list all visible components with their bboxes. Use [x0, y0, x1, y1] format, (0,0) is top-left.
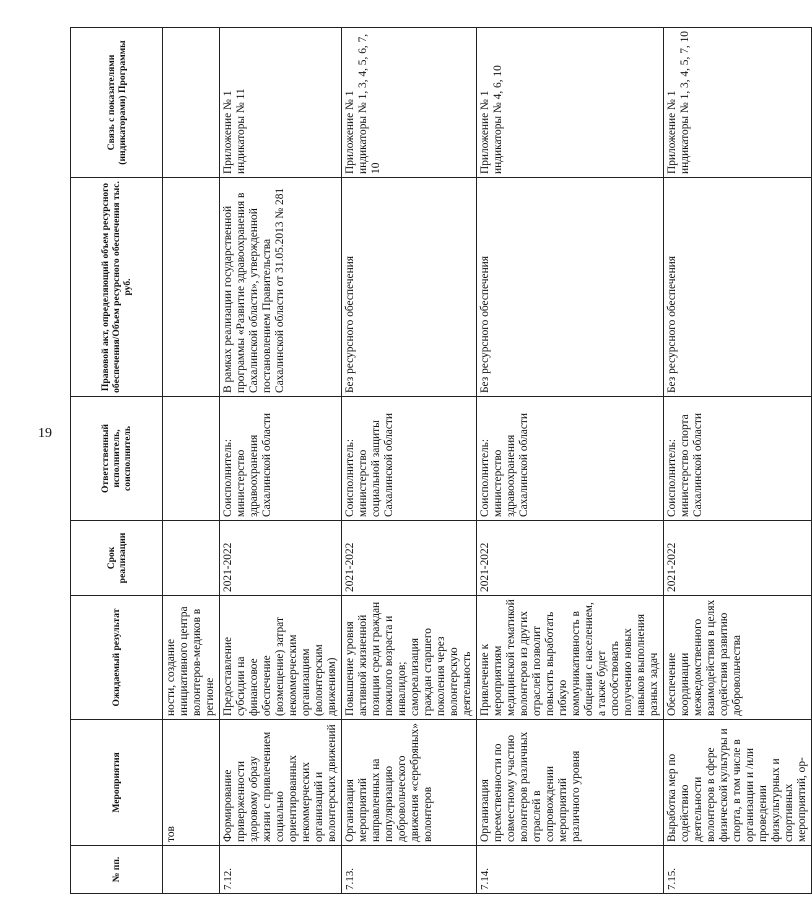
cell-num: 7.13.	[342, 846, 477, 894]
header-executor: Ответственный исполнитель, соисполнитель	[71, 397, 163, 521]
cell-indicators: Приложение № 1 индикаторы № 11	[220, 28, 342, 178]
cell-result: Повышение уровня активной жизненной позиции среди граждан пожилого возраста и инвалидов; самореализация граждан старшего поколения через волонтерскую деятельность	[342, 596, 477, 720]
cell-num: 7.15.	[664, 846, 812, 894]
header-term: Срок реализации	[71, 521, 163, 596]
cell-legal-act: Без ресурсного обеспечения	[342, 178, 477, 397]
table-row-continuation	[163, 28, 220, 894]
cell-indicators: Приложение № 1 индикаторы № 1, 3, 4, 5, 6, 7, 10	[342, 28, 477, 178]
header-num: № пп.	[71, 846, 163, 894]
header-result: Ожидаемый результат	[71, 596, 163, 720]
cell-legal-act: В рамках реализации государственной программы «Развитие здравоохранения в Сахалинской области», утвержденной постановлением Правительства Сахалинской области от 31.05.2013 № 281	[220, 178, 342, 397]
measures-table	[70, 27, 812, 894]
table-row	[342, 28, 477, 894]
cell-term	[163, 521, 220, 596]
page-number: 19	[38, 426, 52, 441]
header-legal-act: Правовой акт, определяющий объем ресурсного обеспечения/Объем ресурсного обеспечения тыс. руб.	[71, 178, 163, 397]
cell-executor: Соисполнитель: министерство здравоохранения Сахалинской области	[477, 397, 664, 521]
cell-result: ности, создание инициативного центра волонтеров-медиков в регионе	[163, 596, 220, 720]
header-measure: Мероприятия	[71, 720, 163, 846]
cell-num: 7.14.	[477, 846, 664, 894]
cell-indicators	[163, 28, 220, 178]
cell-measure: Организация преемственности по совместному участию волонтеров различных отраслей в сопровождении мероприятий различного уровня	[477, 720, 664, 846]
cell-executor: Соисполнитель: министерство спорта Сахалинской области	[664, 397, 812, 521]
header-row	[71, 28, 163, 894]
cell-indicators: Приложение № 1 индикаторы № 1, 3, 4, 5, 7, 10	[664, 28, 812, 178]
rotated-table-wrapper	[70, 28, 808, 894]
cell-result: Обеспечение координации межведомственного взаимодействия в целях содействия развитию добровольчества	[664, 596, 812, 720]
cell-indicators: Приложение № 1 индикаторы № 4, 6, 10	[477, 28, 664, 178]
cell-executor	[163, 397, 220, 521]
cell-num: 7.12.	[220, 846, 342, 894]
cell-term: 2021-2022	[477, 521, 664, 596]
cell-term: 2021-2022	[664, 521, 812, 596]
cell-term: 2021-2022	[342, 521, 477, 596]
cell-measure: тов	[163, 720, 220, 846]
cell-executor: Соисполнитель: министерство здравоохранения Сахалинской области	[220, 397, 342, 521]
cell-measure: Выработка мер по содействию деятельности волонтеров в сфере физической культуры и спорта, в том числе в организации и /или проведении физкультурных и спортивных мероприятий, ор-	[664, 720, 812, 846]
cell-legal-act	[163, 178, 220, 397]
cell-measure: Организация мероприятий направленных на популяризацию добровольческого движения «серебряных» волонтеров	[342, 720, 477, 846]
table-row	[664, 28, 812, 894]
cell-result: Предоставление субсидии на финансовое обеспечение (возмещение) затрат некоммерческим организациям (волонтерским движениям)	[220, 596, 342, 720]
header-indicators: Связь с показателями (индикаторами) Программы	[71, 28, 163, 178]
cell-term: 2021-2022	[220, 521, 342, 596]
cell-legal-act: Без ресурсного обеспечения	[477, 178, 664, 397]
cell-result: Привлечение к мероприятиям медицинской тематикой волонтеров из других отраслей позволит повысить выработать гибкую коммуникативность в общении с населением, а также будет способствовать получению новых навыков выполнения разных задач	[477, 596, 664, 720]
table-row	[220, 28, 342, 894]
cell-legal-act: Без ресурсного обеспечения	[664, 178, 812, 397]
cell-num	[163, 846, 220, 894]
cell-executor: Соисполнитель: министерство социальной защиты Сахалинской области	[342, 397, 477, 521]
cell-measure: Формирование приверженности здоровому образу жизни с привлечением социально ориентированных некоммерческих организаций и волонтерских движений	[220, 720, 342, 846]
table-row	[477, 28, 664, 894]
